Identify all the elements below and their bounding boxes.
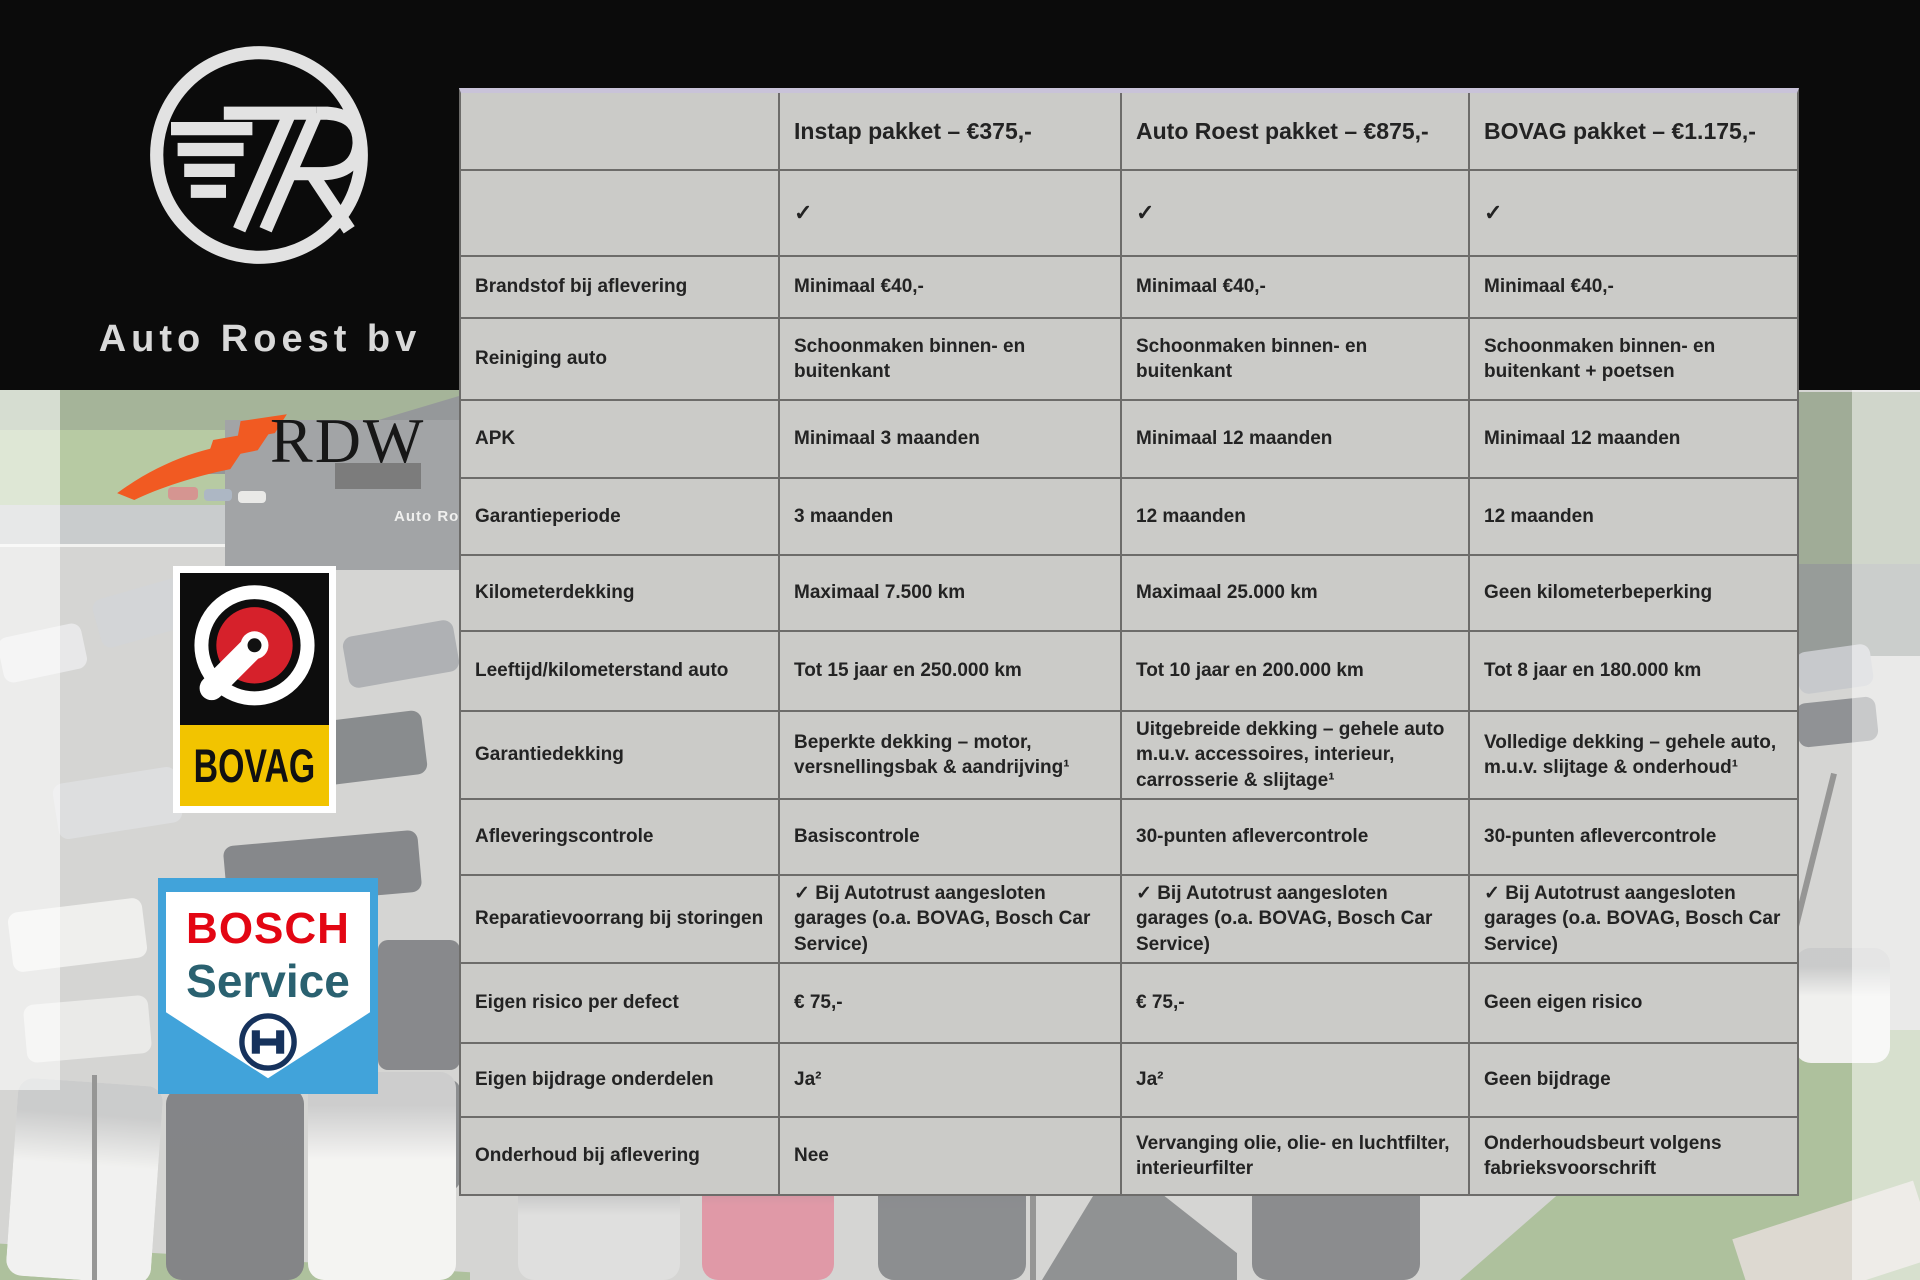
bovag-wordmark: BOVAG <box>193 739 316 792</box>
garantieperiode-autoroest: 12 maanden <box>1122 479 1470 556</box>
garantiedekking-autoroest: Uitgebreide dekking – gehele auto m.u.v. accessoires, interieur, carrosserie & slijtage¹ <box>1122 712 1470 800</box>
onderhoud-bovag: Onderhoudsbeurt volgens fabrieksvoorschrift <box>1484 1132 1722 1179</box>
col-header-auto-roest-pakket: Auto Roest pakket – €875,- <box>1122 93 1470 171</box>
reiniging-autoroest: Schoonmaken binnen- en buitenkant <box>1122 319 1470 401</box>
package-comparison-table <box>459 88 1799 1196</box>
afleveringscontrole-bovag: 30-punten aflevercontrole <box>1470 800 1797 876</box>
kilometerdekking-autoroest: Maximaal 25.000 km <box>1122 556 1470 632</box>
reparatievoorrang-bovag: ✓ Bij Autotrust aangesloten garages (o.a. BOVAG, Bosch Car Service) <box>1470 876 1797 964</box>
row-label-eigen-risico: Eigen risico per defect <box>461 964 780 1044</box>
brandstof-instap: Minimaal €40,- <box>780 257 1122 319</box>
reiniging-bovag: Schoonmaken binnen- en buitenkant + poetsen <box>1470 319 1797 401</box>
row-label-onderhoud: Onderhoud bij aflevering <box>461 1118 780 1194</box>
apk-autoroest: Minimaal 12 maanden <box>1122 401 1470 479</box>
row-label-kilometerdekking: Kilometerdekking <box>461 556 780 632</box>
bosch-armature-icon <box>232 1006 304 1078</box>
eigen-bijdrage-instap: Ja² <box>780 1044 1122 1118</box>
rdw-logo <box>112 402 426 514</box>
afleveringscontrole-autoroest: 30-punten aflevercontrole <box>1122 800 1470 876</box>
onderhoud-instap: Nee <box>780 1118 1122 1194</box>
col-header-features <box>461 93 780 171</box>
auto-roest-logo-icon <box>138 34 380 276</box>
garantiedekking-bovag: Volledige dekking – gehele auto, m.u.v. slijtage & onderhoud¹ <box>1470 712 1797 800</box>
row-label-brandstof: Brandstof bij aflevering <box>461 257 780 319</box>
bosch-service-wordmark: Service <box>186 955 350 1007</box>
eigen-risico-bovag: Geen eigen risico <box>1470 964 1797 1044</box>
garantieperiode-bovag: 12 maanden <box>1470 479 1797 556</box>
row-label-reparatievoorrang: Reparatievoorrang bij storingen <box>461 876 780 964</box>
row-label-garantieperiode: Garantieperiode <box>461 479 780 556</box>
reiniging-instap: Schoonmaken binnen- en buitenkant <box>780 319 1122 401</box>
check-instap: ✓ <box>780 171 1122 257</box>
reparatievoorrang-instap: ✓ Bij Autotrust aangesloten garages (o.a. BOVAG, Bosch Car Service) <box>780 876 1122 964</box>
brandstof-bovag: Minimaal €40,- <box>1470 257 1797 319</box>
apk-instap: Minimaal 3 maanden <box>780 401 1122 479</box>
check-autoroest: ✓ <box>1122 171 1470 257</box>
bovag-emblem <box>180 573 329 725</box>
afleveringscontrole-instap: Basiscontrole <box>780 800 1122 876</box>
eigen-bijdrage-bovag: Geen bijdrage <box>1470 1044 1797 1118</box>
eigen-risico-autoroest: € 75,- <box>1122 964 1470 1044</box>
reparatievoorrang-autoroest: ✓ Bij Autotrust aangesloten garages (o.a. BOVAG, Bosch Car Service) <box>1122 876 1470 964</box>
eigen-risico-instap: € 75,- <box>780 964 1122 1044</box>
bosch-wordmark: BOSCH <box>186 904 350 953</box>
check-bovag: ✓ <box>1470 171 1797 257</box>
row-label-eigen-bijdrage: Eigen bijdrage onderdelen <box>461 1044 780 1118</box>
row-label-apk: APK <box>461 401 780 479</box>
apk-bovag: Minimaal 12 maanden <box>1470 401 1797 479</box>
kilometerdekking-bovag: Geen kilometerbeperking <box>1470 556 1797 632</box>
onderhoud-autoroest: Vervanging olie, olie- en luchtfilter, interieurfilter <box>1122 1118 1470 1194</box>
brand-name: Auto Roest bv <box>98 318 422 360</box>
bosch-service-logo <box>158 878 378 1094</box>
bovag-banner <box>180 725 329 806</box>
pale-edge <box>0 388 60 1090</box>
row-label-garantiedekking: Garantiedekking <box>461 712 780 800</box>
col-header-instap-pakket: Instap pakket – €375,- <box>780 93 1122 171</box>
col-header-bovag-pakket: BOVAG pakket – €1.175,- <box>1470 93 1797 171</box>
row-label-leeftijd: Leeftijd/kilometerstand auto <box>461 632 780 712</box>
row-label-reiniging: Reiniging auto <box>461 319 780 401</box>
leeftijd-autoroest: Tot 10 jaar en 200.000 km <box>1122 632 1470 712</box>
row-label-inbegrepen <box>461 171 780 257</box>
row-label-afleveringscontrole: Afleveringscontrole <box>461 800 780 876</box>
pale-edge <box>1852 388 1920 1280</box>
leeftijd-bovag: Tot 8 jaar en 180.000 km <box>1470 632 1797 712</box>
leeftijd-instap: Tot 15 jaar en 250.000 km <box>780 632 1122 712</box>
brandstof-autoroest: Minimaal €40,- <box>1122 257 1470 319</box>
eigen-bijdrage-autoroest: Ja² <box>1122 1044 1470 1118</box>
rdw-wordmark: RDW <box>270 405 426 476</box>
garantieperiode-instap: 3 maanden <box>780 479 1122 556</box>
rdw-wing-icon <box>112 408 292 508</box>
garantiedekking-instap: Beperkte dekking – motor, versnellingsbak & aandrijving¹ <box>780 712 1122 800</box>
kilometerdekking-instap: Maximaal 7.500 km <box>780 556 1122 632</box>
bovag-logo <box>173 566 336 813</box>
building-sign: Auto Ro <box>394 508 460 525</box>
